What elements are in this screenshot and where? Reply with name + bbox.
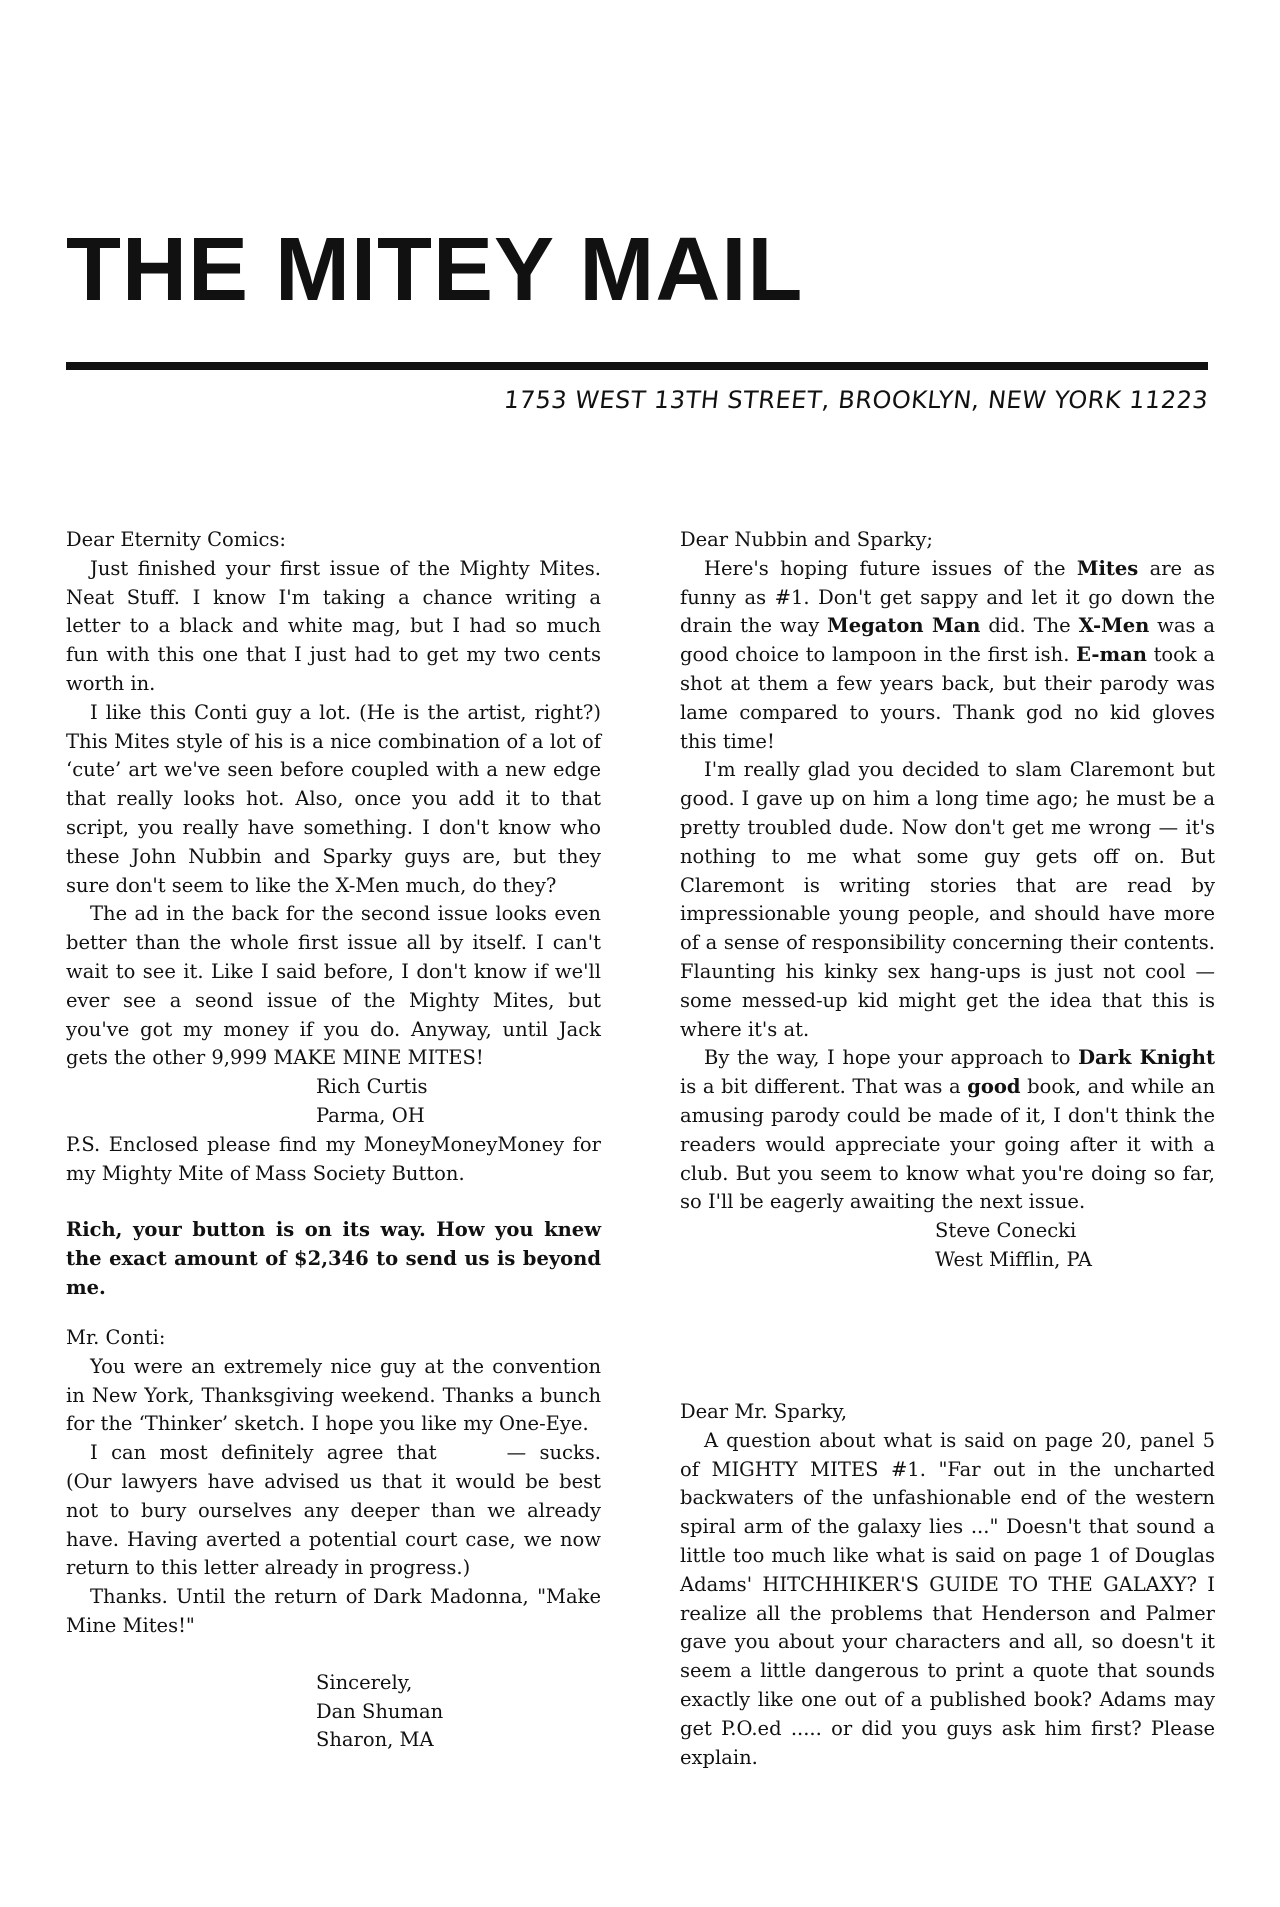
letter-rich-curtis	[66, 526, 601, 1303]
letter-steve-conecki	[680, 526, 1215, 1275]
signature-place: West Mifflin, PA	[935, 1247, 1092, 1271]
letter-dear-mr-sparky	[680, 1398, 1215, 1772]
letter-paragraph: Just finished your first issue of the Mighty Mites. Neat Stuff. I know I'm taking a chance writing a letter to a black and white mag, but I had so much fun with this one that I just had to get my two cents worth in.	[66, 556, 601, 695]
signature-place: Parma, OH	[316, 1103, 425, 1127]
letter-paragraph: I like this Conti guy a lot. (He is the artist, right?) This Mites style of his is a nice combination of a lot of ‘cute’ art we've seen before coupled with a new edge that really looks hot. Also, once you add it to that script, you really have something. I don't know who these John Nubbin and Sparky guys are, but they sure don't seem to like the X-Men much, do they?	[66, 700, 601, 897]
letter-paragraph: Here's hoping future issues of the Mites are as funny as #1. Don't get sappy and let it go down the drain the way Megaton Man did. The X-Men was a good choice to lampoon in the first ish. E-man took a shot at them a few years back, but their parody was lame compared to yours. Thank god no kid gloves this time!	[680, 556, 1215, 753]
signature-place: Sharon, MA	[316, 1728, 434, 1752]
letter-postscript: P.S. Enclosed please find my MoneyMoneyMoney for my Mighty Mite of Mass Society Button.	[66, 1132, 601, 1185]
mailing-address: 1753 WEST 13TH STREET, BROOKLYN, NEW YORK 11223	[502, 386, 1210, 414]
letter-paragraph: Thanks. Until the return of Dark Madonna, "Make Mine Mites!"	[66, 1585, 601, 1637]
header-rule	[66, 362, 1208, 370]
letter-salutation: Mr. Conti:	[66, 1326, 166, 1349]
letter-dan-shuman	[66, 1324, 601, 1755]
signature-closing: Sincerely,	[316, 1670, 413, 1694]
page-title: THE MITEY MAIL	[66, 220, 804, 320]
editor-reply: Rich, your button is on its way. How you knew the exact amount of $2,346 to send us is beyond me.	[66, 1218, 601, 1299]
letter-paragraph: The ad in the back for the second issue looks even better than the whole first issue all by itself. I can't wait to see it. Like I said before, I don't know if we'll ever see a seond issue of the Mighty Mites, but you've got my money if you do. Anyway, until Jack gets the other 9,999 MAKE MINE MITES!	[66, 902, 601, 1070]
signature-name: Dan Shuman	[316, 1699, 444, 1723]
letter-paragraph: A question about what is said on page 20, panel 5 of MIGHTY MITES #1. "Far out in the uncharted backwaters of the unfashionable end of the western spiral arm of the galaxy lies ..." Doesn't that sound a little too much like what is said on page 1 of Douglas Adams' HITCHHIKER'S GUIDE TO THE GALAXY? I realize all the problems that Henderson and Palmer gave you about your characters and all, so doesn't it seem a little dangerous to print a quote that sounds exactly like one out of a published book? Adams may get P.O.ed ..... or did you guys ask him first? Please explain.	[680, 1428, 1215, 1769]
letter-salutation: Dear Eternity Comics:	[66, 528, 286, 551]
letter-paragraph: I can most definitely agree that — sucks. (Our lawyers have advised us that it would be best not to bury ourselves any deeper than we already have. Having averted a potential court case, we now return to this letter already in progress.)	[66, 1441, 601, 1580]
letter-paragraph: I'm really glad you decided to slam Claremont but good. I gave up on him a long time ago; he must be a pretty troubled dude. Now don't get me wrong — it's nothing to me what some guy gets off on. But Claremont is writing stories that are read by impressionable young people, and should have more of a sense of responsibility concerning their contents. Flaunting his kinky sex hang-ups is just not cool —some messed-up kid might get the idea that this is where it's at.	[680, 758, 1215, 1041]
letter-paragraph: You were an extremely nice guy at the convention in New York, Thanksgiving weekend. Thanks a bunch for the ‘Thinker’ sketch. I hope you like my One-Eye.	[66, 1354, 601, 1436]
signature-name: Steve Conecki	[935, 1219, 1077, 1243]
letter-salutation: Dear Nubbin and Sparky;	[680, 528, 933, 551]
signature-name: Rich Curtis	[316, 1075, 428, 1099]
letter-salutation: Dear Mr. Sparky,	[680, 1400, 848, 1423]
letter-paragraph: By the way, I hope your approach to Dark Knight is a bit different. That was a good book, and while an amusing parody could be made of it, I don't think the readers would appreciate your going after it with a club. But you seem to know what you're doing so far, so I'll be eagerly awaiting the next issue.	[680, 1046, 1216, 1214]
